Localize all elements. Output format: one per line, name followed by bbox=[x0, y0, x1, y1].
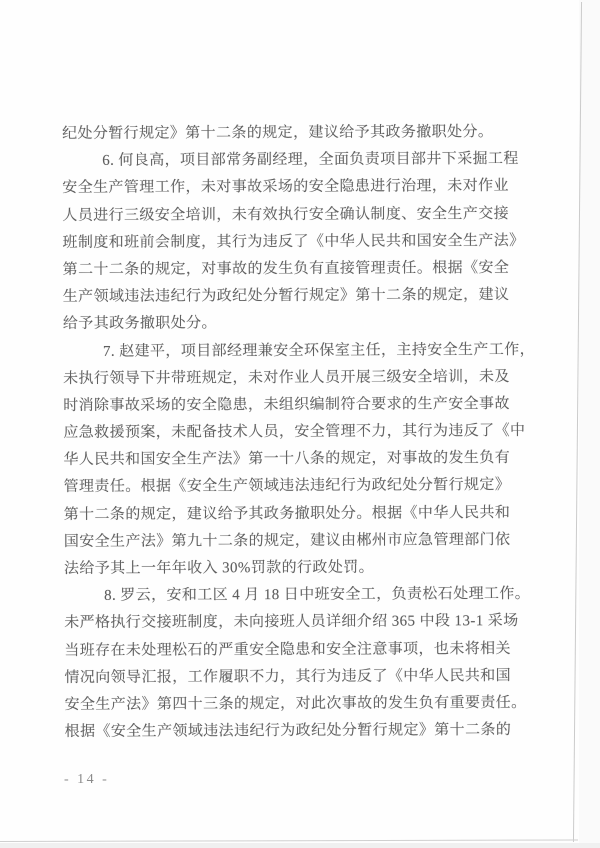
text-line: 安全生产管理工作，未对事故采场的安全隐患进行治理，未对作业 bbox=[62, 178, 509, 197]
text-line: 第二十二条的规定，对事故的发生负有直接管理责任。根据《安全 bbox=[62, 259, 510, 278]
text-line: 7. 赵建平，项目部经理兼安全环保室主任，主持安全生产工作， bbox=[102, 341, 536, 360]
scan-margin-bottom bbox=[0, 843, 600, 848]
text-line: 未执行领导下井带班规定，未对作业人员开展三级安全培训，未及 bbox=[63, 368, 510, 387]
page-number: - 14 - bbox=[64, 772, 110, 787]
text-line: 情况向领导汇报，工作履职不力，其行为违反了《中华人民共和国 bbox=[64, 667, 512, 686]
text-line: 国安全生产法》第九十二条的规定，建议由郴州市应急管理部门依 bbox=[63, 531, 511, 550]
text-line: 给予其政务撤职处分。 bbox=[62, 315, 217, 333]
text-line: 生产领域违法违纪行为政纪处分暂行规定》第十二条的规定，建议 bbox=[62, 287, 510, 306]
text-line: 华人民共和国安全生产法》第一十八条的规定，对事故的发生负有 bbox=[63, 450, 511, 469]
text-line: 6. 何良高，项目部常务副经理，全面负责项目部井下采掘工程 bbox=[102, 151, 519, 170]
scan-margin-right bbox=[579, 0, 600, 848]
text-line: 当班存在未处理松石的严重安全隐患和安全注意事项，也未将相关 bbox=[64, 640, 511, 659]
text-line: 8. 罗云，安和工区 4 月 18 日中班安全工，负责松石处理工作。 bbox=[104, 586, 531, 605]
text-line: 第十二条的规定，建议给予其政务撤职处分。根据《中华人民共和 bbox=[63, 504, 511, 523]
text-line: 安全生产法》第四十三条的规定，对此次事故的发生负有重要责任。 bbox=[64, 694, 527, 713]
text-line: 根据《安全生产领域违法违纪行为政纪处分暂行规定》第十二条的 bbox=[64, 722, 512, 741]
text-line: 法给予其上一年年收入 30%罚款的行政处罚。 bbox=[63, 559, 375, 577]
text-line: 应急救援预案，未配备技术人员，安全管理不力，其行为违反了《中 bbox=[63, 423, 526, 442]
paper-bottom-edge bbox=[0, 839, 578, 842]
text-line: 纪处分暂行规定》第十二条的规定，建议给予其政务撤职处分。 bbox=[62, 124, 494, 142]
text-line: 时消除事故采场的安全隐患，未组织编制符合要求的生产安全事故 bbox=[63, 395, 510, 414]
text-line: 人员进行三级安全培训，未有效执行安全确认制度、安全生产交接 bbox=[62, 205, 510, 224]
document-body-text bbox=[62, 119, 536, 746]
text-line: 班制度和班前会制度，其行为违反了《中华人民共和国安全生产法》 bbox=[62, 232, 525, 251]
text-line: 管理责任。根据《安全生产领域违法违纪行为政纪处分暂行规定》 bbox=[63, 477, 511, 496]
text-line: 未严格执行交接班制度，未向接班人员详细介绍 365 中段 13-1 采场 bbox=[64, 613, 519, 632]
